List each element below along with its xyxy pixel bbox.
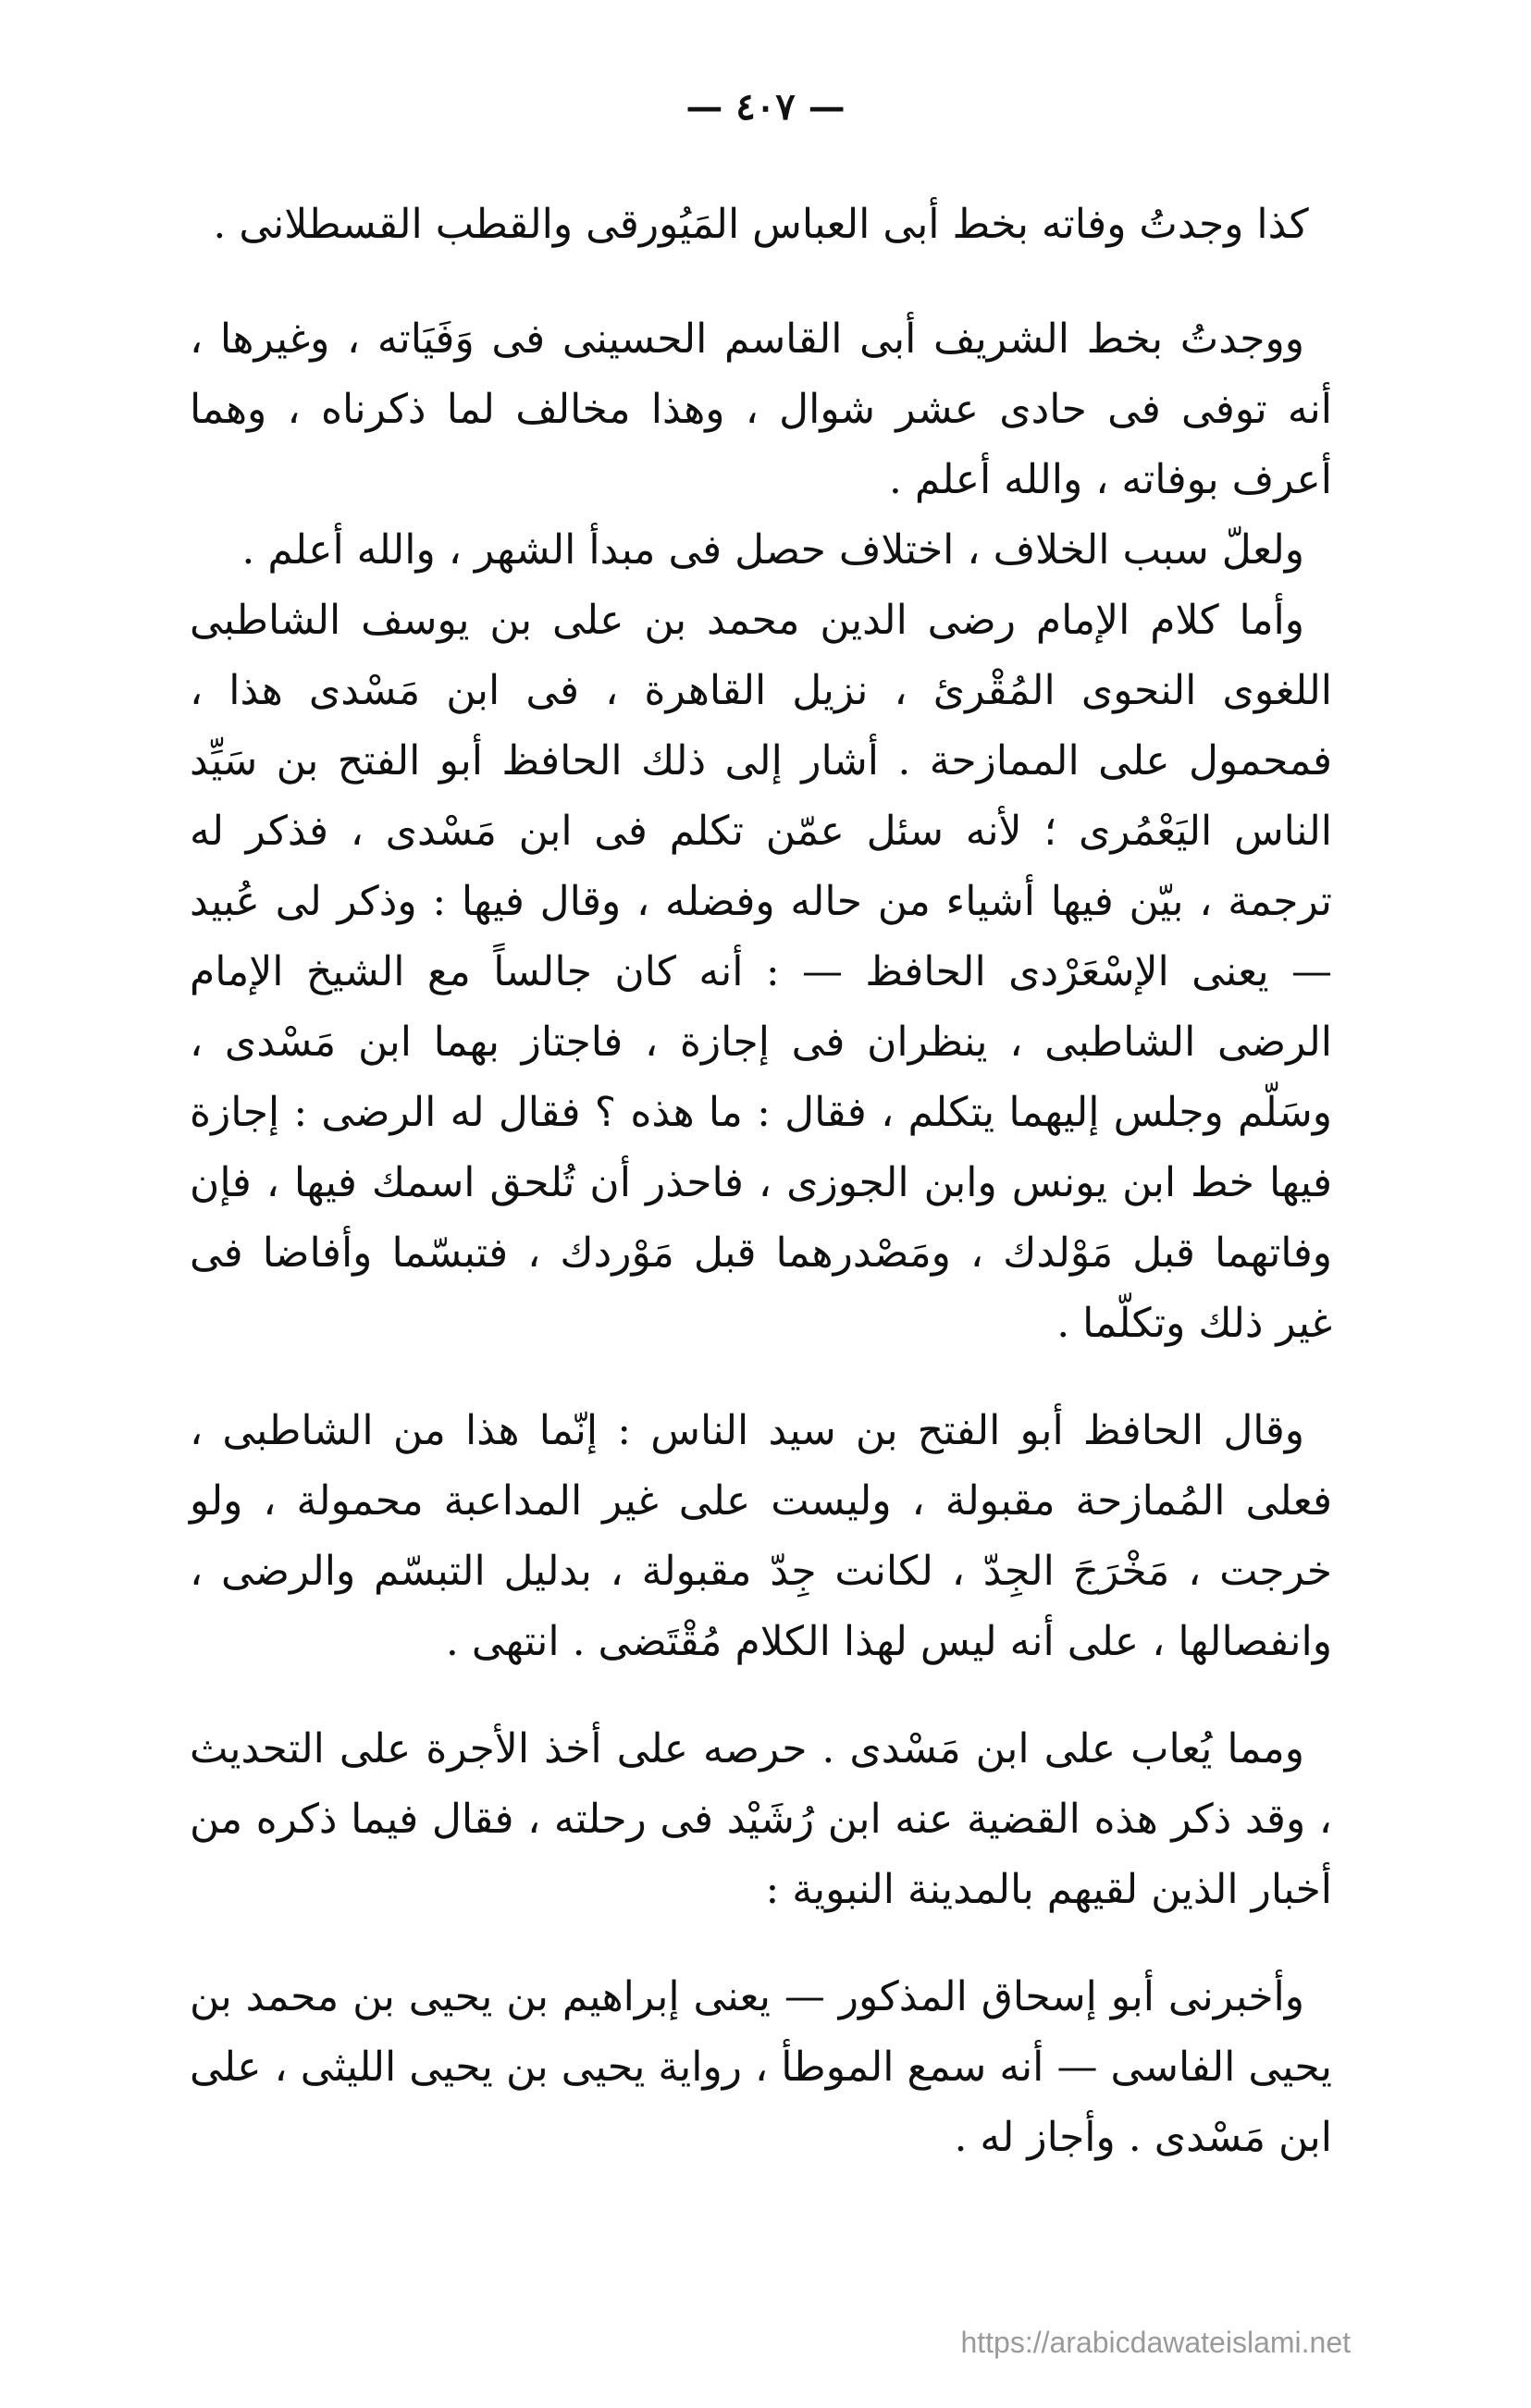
paragraph-criticism: ومما يُعاب على ابن مَسْدى . حرصه على أخذ الأجرة على التحديث ، وقد ذكر هذه القضية عنه ابن رُشَيْد فى رحلته ، فقال فيما ذكره من أخبار الذين لقيهم بالمدينة النبوية :: [190, 1725, 1332, 1913]
paragraph-ibn-sayyid-al-nas: وقال الحافظ أبو الفتح بن سيد الناس : إنّما هذا من الشاطبى ، فعلى المُمازحة مقبولة ، وليست على غير المداعبة محمولة ، ولو خرجت ، مَخْرَجَ الجِدّ ، لكانت جِدّ مقبولة ، بدليل التبسّم والرضى ، وانفصالها ، على أنه ليس لهذا الكلام مُقْتَضى . انتهى .: [190, 1407, 1332, 1665]
paragraph-abu-ishaq: وأخبرنى أبو إسحاق المذكور — يعنى إبراهيم بن يحيى بن محمد بن يحيى الفاسى — أنه سمع الموطأ ، رواية يحيى بن يحيى الليثى ، على ابن مَسْدى . وأجاز له .: [190, 1973, 1332, 2161]
paragraph-husaini-note: ووجدتُ بخط الشريف أبى القاسم الحسينى فى وَفَيَاته ، وغيرها ، أنه توفى فى حادى عشر شوال ، وهذا مخالف لما ذكرناه ، وهما أعرف بوفاته ، والله أعلم .: [190, 315, 1332, 503]
page-body: [190, 190, 1332, 2173]
page-number: — ٤٠٧ —: [685, 85, 846, 129]
paragraph-death-record: كذا وجدتُ وفاته بخط أبى العباس المَيُورقى والقطب القسطلانى .: [213, 201, 1309, 248]
watermark-url: https://arabicdawateislami.net: [960, 2326, 1351, 2359]
paragraph-shatibi-remark: وأما كلام الإمام رضى الدين محمد بن على بن يوسف الشاطبى اللغوى النحوى المُقْرئ ، نزيل القاهرة ، فى ابن مَسْدى هذا ، فمحمول على الممازحة . أشار إلى ذلك الحافظ أبو الفتح بن سَيِّد الناس اليَعْمُرى ؛ لأنه سئل عمّن تكلم فى ابن مَسْدى ، فذكر له ترجمة ، بيّن فيها أشياء من حاله وفضله ، وقال فيها : وذكر لى عُبيد — يعنى الإسْعَرْدى الحافظ — : أنه كان جالساً مع الشيخ الإمام الرضى الشاطبى ، ينظران فى إجازة ، فاجتاز بهما ابن مَسْدى ، وسَلّم وجلس إليهما يتكلم ، فقال : ما هذه ؟ فقال له الرضى : إجازة فيها خط ابن يونس وابن الجوزى ، فاحذر أن تُلحق اسمك فيها ، فإن وفاتهما قبل مَوْلدك ، ومَصْدرهما قبل مَوْردك ، فتبسّما وأفاضا فى غير ذلك وتكلّما .: [190, 597, 1332, 1347]
paragraph-reason-of-disagreement: ولعلّ سبب الخلاف ، اختلاف حصل فى مبدأ الشهر ، والله أعلم .: [241, 526, 1304, 574]
